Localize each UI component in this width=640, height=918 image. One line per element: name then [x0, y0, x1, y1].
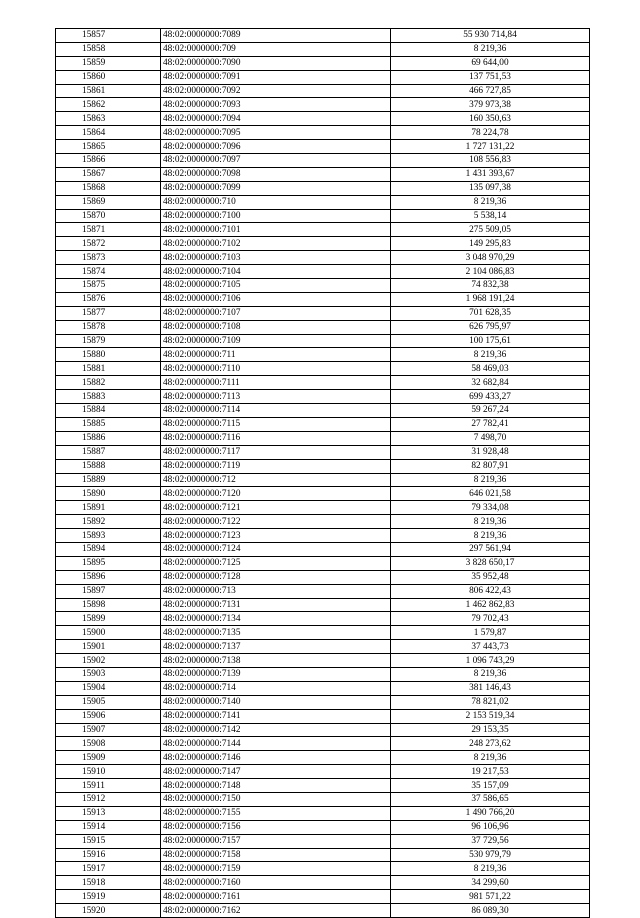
cadastral-number-cell: 48:02:0000000:7128 — [161, 570, 391, 584]
cadastral-number-cell: 48:02:0000000:7157 — [161, 834, 391, 848]
cadastral-value-cell: 32 682,84 — [391, 376, 590, 390]
table-row — [56, 751, 590, 765]
cadastral-value-cell: 137 751,53 — [391, 70, 590, 84]
cadastral-value-cell: 37 729,56 — [391, 834, 590, 848]
row-number-cell: 15881 — [56, 362, 161, 376]
cadastral-value-cell: 626 795,97 — [391, 320, 590, 334]
cadastral-value-cell: 149 295,83 — [391, 237, 590, 251]
cadastral-number-cell: 48:02:0000000:7101 — [161, 223, 391, 237]
cadastral-number-cell: 48:02:0000000:7139 — [161, 667, 391, 681]
table-row — [56, 598, 590, 612]
table-row — [56, 42, 590, 56]
table-row — [56, 112, 590, 126]
cadastral-value-cell: 8 219,36 — [391, 529, 590, 543]
row-number-cell: 15886 — [56, 431, 161, 445]
cadastral-value-cell: 27 782,41 — [391, 417, 590, 431]
table-row — [56, 29, 590, 43]
cadastral-value-cell: 1 462 862,83 — [391, 598, 590, 612]
row-number-cell: 15906 — [56, 709, 161, 723]
row-number-cell: 15911 — [56, 779, 161, 793]
table-row — [56, 806, 590, 820]
cadastral-value-cell: 2 153 519,34 — [391, 709, 590, 723]
cadastral-value-cell: 701 628,35 — [391, 306, 590, 320]
table-row — [56, 126, 590, 140]
cadastral-number-cell: 48:02:0000000:7116 — [161, 431, 391, 445]
row-number-cell: 15863 — [56, 112, 161, 126]
table-body — [56, 29, 590, 918]
cadastral-number-cell: 48:02:0000000:7089 — [161, 29, 391, 43]
table-row — [56, 542, 590, 556]
cadastral-number-cell: 48:02:0000000:7092 — [161, 84, 391, 98]
row-number-cell: 15870 — [56, 209, 161, 223]
table-row — [56, 390, 590, 404]
cadastral-value-cell: 1 968 191,24 — [391, 292, 590, 306]
table-row — [56, 695, 590, 709]
table-row — [56, 834, 590, 848]
cadastral-number-cell: 48:02:0000000:7100 — [161, 209, 391, 223]
row-number-cell: 15916 — [56, 848, 161, 862]
cadastral-number-cell: 48:02:0000000:7148 — [161, 779, 391, 793]
table-row — [56, 292, 590, 306]
cadastral-number-cell: 48:02:0000000:712 — [161, 473, 391, 487]
cadastral-number-cell: 48:02:0000000:7124 — [161, 542, 391, 556]
cadastral-number-cell: 48:02:0000000:7115 — [161, 417, 391, 431]
row-number-cell: 15908 — [56, 737, 161, 751]
cadastral-value-cell: 248 273,62 — [391, 737, 590, 751]
table-row — [56, 515, 590, 529]
row-number-cell: 15893 — [56, 529, 161, 543]
cadastral-value-cell: 1 490 766,20 — [391, 806, 590, 820]
cadastral-value-cell: 8 219,36 — [391, 195, 590, 209]
row-number-cell: 15898 — [56, 598, 161, 612]
row-number-cell: 15918 — [56, 876, 161, 890]
cadastral-value-cell: 8 219,36 — [391, 348, 590, 362]
table-row — [56, 140, 590, 154]
cadastral-value-cell: 78 224,78 — [391, 126, 590, 140]
cadastral-value-cell: 466 727,85 — [391, 84, 590, 98]
row-number-cell: 15901 — [56, 640, 161, 654]
row-number-cell: 15914 — [56, 820, 161, 834]
cadastral-number-cell: 48:02:0000000:7125 — [161, 556, 391, 570]
cadastral-value-cell: 2 104 086,83 — [391, 265, 590, 279]
cadastral-value-cell: 3 048 970,29 — [391, 251, 590, 265]
cadastral-number-cell: 48:02:0000000:7158 — [161, 848, 391, 862]
cadastral-value-cell: 96 106,96 — [391, 820, 590, 834]
table-row — [56, 98, 590, 112]
cadastral-value-cell: 74 832,38 — [391, 279, 590, 293]
table-row — [56, 404, 590, 418]
cadastral-number-cell: 48:02:0000000:7122 — [161, 515, 391, 529]
table-row — [56, 737, 590, 751]
cadastral-value-cell: 1 727 131,22 — [391, 140, 590, 154]
table-row — [56, 640, 590, 654]
row-number-cell: 15894 — [56, 542, 161, 556]
row-number-cell: 15883 — [56, 390, 161, 404]
cadastral-number-cell: 48:02:0000000:7121 — [161, 501, 391, 515]
cadastral-value-cell: 100 175,61 — [391, 334, 590, 348]
table-row — [56, 431, 590, 445]
row-number-cell: 15872 — [56, 237, 161, 251]
cadastral-value-table — [55, 28, 590, 918]
table-row — [56, 70, 590, 84]
table-row — [56, 487, 590, 501]
cadastral-number-cell: 48:02:0000000:7090 — [161, 56, 391, 70]
table-row — [56, 56, 590, 70]
table-row — [56, 667, 590, 681]
table-row — [56, 529, 590, 543]
cadastral-value-cell: 379 973,38 — [391, 98, 590, 112]
row-number-cell: 15899 — [56, 612, 161, 626]
row-number-cell: 15897 — [56, 584, 161, 598]
cadastral-number-cell: 48:02:0000000:7094 — [161, 112, 391, 126]
table-row — [56, 501, 590, 515]
table-row — [56, 681, 590, 695]
row-number-cell: 15873 — [56, 251, 161, 265]
cadastral-number-cell: 48:02:0000000:7161 — [161, 890, 391, 904]
row-number-cell: 15882 — [56, 376, 161, 390]
cadastral-number-cell: 48:02:0000000:7140 — [161, 695, 391, 709]
cadastral-value-cell: 35 952,48 — [391, 570, 590, 584]
cadastral-number-cell: 48:02:0000000:7150 — [161, 792, 391, 806]
cadastral-number-cell: 48:02:0000000:7123 — [161, 529, 391, 543]
table-row — [56, 376, 590, 390]
table-row — [56, 570, 590, 584]
row-number-cell: 15913 — [56, 806, 161, 820]
cadastral-number-cell: 48:02:0000000:7131 — [161, 598, 391, 612]
cadastral-value-cell: 8 219,36 — [391, 862, 590, 876]
row-number-cell: 15871 — [56, 223, 161, 237]
row-number-cell: 15896 — [56, 570, 161, 584]
cadastral-value-cell: 37 586,65 — [391, 792, 590, 806]
cadastral-value-cell: 530 979,79 — [391, 848, 590, 862]
table-row — [56, 167, 590, 181]
cadastral-value-cell: 58 469,03 — [391, 362, 590, 376]
table-row — [56, 612, 590, 626]
cadastral-number-cell: 48:02:0000000:7162 — [161, 904, 391, 918]
cadastral-number-cell: 48:02:0000000:7147 — [161, 765, 391, 779]
row-number-cell: 15909 — [56, 751, 161, 765]
cadastral-value-cell: 1 096 743,29 — [391, 654, 590, 668]
cadastral-value-cell: 981 571,22 — [391, 890, 590, 904]
table-row — [56, 417, 590, 431]
table-row — [56, 348, 590, 362]
row-number-cell: 15890 — [56, 487, 161, 501]
row-number-cell: 15859 — [56, 56, 161, 70]
row-number-cell: 15888 — [56, 459, 161, 473]
row-number-cell: 15917 — [56, 862, 161, 876]
cadastral-number-cell: 48:02:0000000:710 — [161, 195, 391, 209]
cadastral-value-cell: 646 021,58 — [391, 487, 590, 501]
cadastral-value-cell: 806 422,43 — [391, 584, 590, 598]
row-number-cell: 15861 — [56, 84, 161, 98]
cadastral-number-cell: 48:02:0000000:7099 — [161, 181, 391, 195]
table-row — [56, 237, 590, 251]
table-row — [56, 890, 590, 904]
cadastral-number-cell: 48:02:0000000:709 — [161, 42, 391, 56]
row-number-cell: 15892 — [56, 515, 161, 529]
cadastral-value-cell: 35 157,09 — [391, 779, 590, 793]
cadastral-number-cell: 48:02:0000000:7120 — [161, 487, 391, 501]
cadastral-value-cell: 59 267,24 — [391, 404, 590, 418]
row-number-cell: 15877 — [56, 306, 161, 320]
row-number-cell: 15878 — [56, 320, 161, 334]
row-number-cell: 15876 — [56, 292, 161, 306]
cadastral-number-cell: 48:02:0000000:7110 — [161, 362, 391, 376]
table-row — [56, 904, 590, 918]
row-number-cell: 15904 — [56, 681, 161, 695]
cadastral-number-cell: 48:02:0000000:7097 — [161, 154, 391, 168]
table-row — [56, 362, 590, 376]
row-number-cell: 15884 — [56, 404, 161, 418]
table-row — [56, 459, 590, 473]
cadastral-number-cell: 48:02:0000000:7107 — [161, 306, 391, 320]
row-number-cell: 15866 — [56, 154, 161, 168]
row-number-cell: 15867 — [56, 167, 161, 181]
row-number-cell: 15887 — [56, 445, 161, 459]
table-row — [56, 848, 590, 862]
row-number-cell: 15868 — [56, 181, 161, 195]
row-number-cell: 15915 — [56, 834, 161, 848]
row-number-cell: 15905 — [56, 695, 161, 709]
cadastral-value-cell: 3 828 650,17 — [391, 556, 590, 570]
cadastral-number-cell: 48:02:0000000:7104 — [161, 265, 391, 279]
cadastral-value-cell: 108 556,83 — [391, 154, 590, 168]
cadastral-number-cell: 48:02:0000000:7105 — [161, 279, 391, 293]
table-row — [56, 765, 590, 779]
cadastral-number-cell: 48:02:0000000:7113 — [161, 390, 391, 404]
cadastral-number-cell: 48:02:0000000:7141 — [161, 709, 391, 723]
cadastral-value-cell: 8 219,36 — [391, 473, 590, 487]
row-number-cell: 15920 — [56, 904, 161, 918]
table-row — [56, 556, 590, 570]
cadastral-number-cell: 48:02:0000000:7096 — [161, 140, 391, 154]
cadastral-value-cell: 34 299,60 — [391, 876, 590, 890]
table-row — [56, 779, 590, 793]
table-row — [56, 626, 590, 640]
cadastral-value-cell: 1 579,87 — [391, 626, 590, 640]
row-number-cell: 15874 — [56, 265, 161, 279]
cadastral-number-cell: 48:02:0000000:7103 — [161, 251, 391, 265]
cadastral-value-cell: 8 219,36 — [391, 515, 590, 529]
table-row — [56, 820, 590, 834]
cadastral-value-cell: 8 219,36 — [391, 667, 590, 681]
cadastral-value-cell: 160 350,63 — [391, 112, 590, 126]
row-number-cell: 15864 — [56, 126, 161, 140]
cadastral-value-cell: 37 443,73 — [391, 640, 590, 654]
cadastral-value-cell: 78 821,02 — [391, 695, 590, 709]
table-row — [56, 154, 590, 168]
row-number-cell: 15889 — [56, 473, 161, 487]
cadastral-number-cell: 48:02:0000000:7160 — [161, 876, 391, 890]
row-number-cell: 15900 — [56, 626, 161, 640]
cadastral-value-cell: 7 498,70 — [391, 431, 590, 445]
table-row — [56, 723, 590, 737]
cadastral-number-cell: 48:02:0000000:7138 — [161, 654, 391, 668]
cadastral-number-cell: 48:02:0000000:7095 — [161, 126, 391, 140]
row-number-cell: 15869 — [56, 195, 161, 209]
cadastral-value-cell: 82 807,91 — [391, 459, 590, 473]
cadastral-number-cell: 48:02:0000000:7156 — [161, 820, 391, 834]
cadastral-number-cell: 48:02:0000000:7111 — [161, 376, 391, 390]
table-row — [56, 195, 590, 209]
row-number-cell: 15885 — [56, 417, 161, 431]
table-row — [56, 223, 590, 237]
cadastral-number-cell: 48:02:0000000:7108 — [161, 320, 391, 334]
cadastral-number-cell: 48:02:0000000:7109 — [161, 334, 391, 348]
cadastral-value-cell: 135 097,38 — [391, 181, 590, 195]
row-number-cell: 15902 — [56, 654, 161, 668]
table-row — [56, 181, 590, 195]
table-row — [56, 792, 590, 806]
row-number-cell: 15907 — [56, 723, 161, 737]
cadastral-value-cell: 86 089,30 — [391, 904, 590, 918]
cadastral-number-cell: 48:02:0000000:7102 — [161, 237, 391, 251]
cadastral-number-cell: 48:02:0000000:7134 — [161, 612, 391, 626]
row-number-cell: 15858 — [56, 42, 161, 56]
cadastral-number-cell: 48:02:0000000:7135 — [161, 626, 391, 640]
table-row — [56, 320, 590, 334]
cadastral-number-cell: 48:02:0000000:7091 — [161, 70, 391, 84]
cadastral-value-cell: 8 219,36 — [391, 751, 590, 765]
row-number-cell: 15919 — [56, 890, 161, 904]
table-row — [56, 334, 590, 348]
table-row — [56, 862, 590, 876]
table-row — [56, 279, 590, 293]
cadastral-number-cell: 48:02:0000000:7117 — [161, 445, 391, 459]
cadastral-value-cell: 297 561,94 — [391, 542, 590, 556]
row-number-cell: 15910 — [56, 765, 161, 779]
cadastral-value-cell: 79 334,08 — [391, 501, 590, 515]
cadastral-number-cell: 48:02:0000000:7155 — [161, 806, 391, 820]
cadastral-number-cell: 48:02:0000000:7106 — [161, 292, 391, 306]
cadastral-value-cell: 55 930 714,84 — [391, 29, 590, 43]
row-number-cell: 15895 — [56, 556, 161, 570]
cadastral-value-cell: 381 146,43 — [391, 681, 590, 695]
cadastral-value-cell: 31 928,48 — [391, 445, 590, 459]
cadastral-value-cell: 275 509,05 — [391, 223, 590, 237]
cadastral-value-cell: 79 702,43 — [391, 612, 590, 626]
table-row — [56, 306, 590, 320]
table-row — [56, 709, 590, 723]
table-row — [56, 876, 590, 890]
cadastral-number-cell: 48:02:0000000:7114 — [161, 404, 391, 418]
cadastral-value-cell: 29 153,35 — [391, 723, 590, 737]
cadastral-number-cell: 48:02:0000000:7093 — [161, 98, 391, 112]
cadastral-number-cell: 48:02:0000000:7119 — [161, 459, 391, 473]
table-row — [56, 209, 590, 223]
row-number-cell: 15880 — [56, 348, 161, 362]
cadastral-number-cell: 48:02:0000000:711 — [161, 348, 391, 362]
table-row — [56, 265, 590, 279]
cadastral-value-cell: 5 538,14 — [391, 209, 590, 223]
table-row — [56, 445, 590, 459]
cadastral-value-cell: 699 433,27 — [391, 390, 590, 404]
cadastral-value-cell: 8 219,36 — [391, 42, 590, 56]
row-number-cell: 15891 — [56, 501, 161, 515]
table-row — [56, 654, 590, 668]
cadastral-value-cell: 19 217,53 — [391, 765, 590, 779]
cadastral-number-cell: 48:02:0000000:7144 — [161, 737, 391, 751]
cadastral-number-cell: 48:02:0000000:713 — [161, 584, 391, 598]
cadastral-value-cell: 1 431 393,67 — [391, 167, 590, 181]
row-number-cell: 15865 — [56, 140, 161, 154]
row-number-cell: 15912 — [56, 792, 161, 806]
table-row — [56, 473, 590, 487]
cadastral-number-cell: 48:02:0000000:7159 — [161, 862, 391, 876]
row-number-cell: 15862 — [56, 98, 161, 112]
row-number-cell: 15879 — [56, 334, 161, 348]
row-number-cell: 15875 — [56, 279, 161, 293]
cadastral-number-cell: 48:02:0000000:7146 — [161, 751, 391, 765]
row-number-cell: 15857 — [56, 29, 161, 43]
cadastral-number-cell: 48:02:0000000:7142 — [161, 723, 391, 737]
cadastral-number-cell: 48:02:0000000:714 — [161, 681, 391, 695]
row-number-cell: 15860 — [56, 70, 161, 84]
table-row — [56, 84, 590, 98]
cadastral-number-cell: 48:02:0000000:7137 — [161, 640, 391, 654]
cadastral-number-cell: 48:02:0000000:7098 — [161, 167, 391, 181]
cadastral-value-cell: 69 644,00 — [391, 56, 590, 70]
row-number-cell: 15903 — [56, 667, 161, 681]
table-row — [56, 251, 590, 265]
table-row — [56, 584, 590, 598]
